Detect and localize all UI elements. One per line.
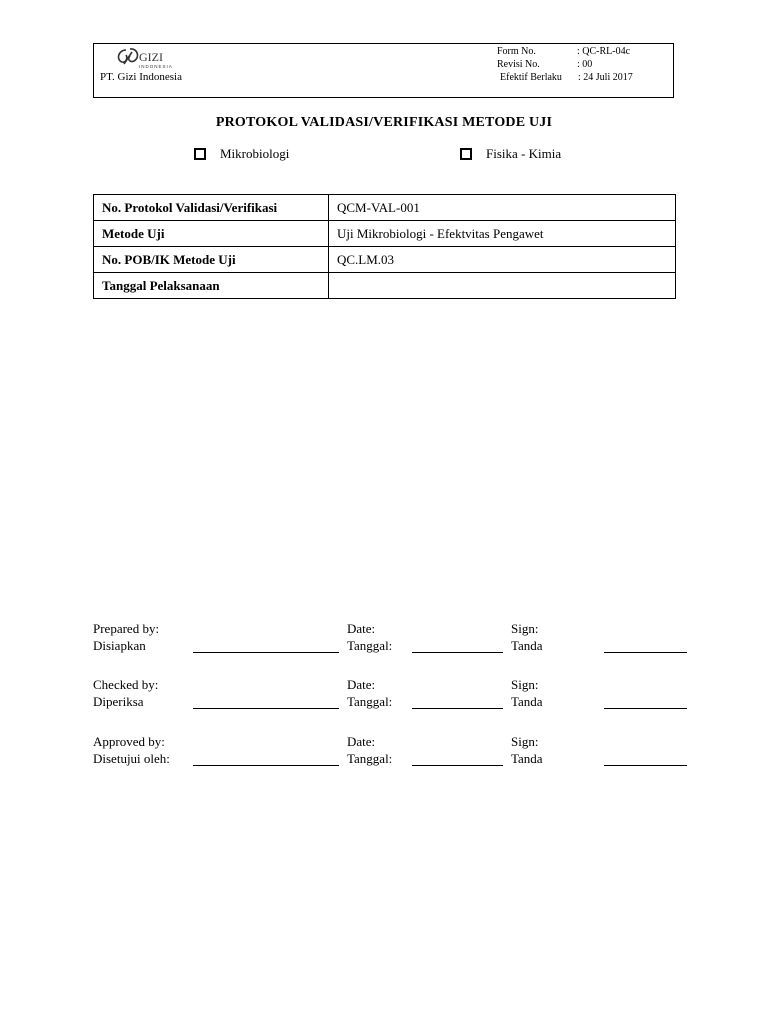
date-en: Date: [347, 621, 376, 636]
row-label: No. Protokol Validasi/Verifikasi [94, 195, 329, 221]
role-id: Disiapkan [93, 638, 146, 653]
option-fisika-kimia[interactable] [460, 146, 561, 162]
row-label: No. POB/IK Metode Uji [94, 247, 329, 273]
logo-subtext: INDONESIA [139, 64, 173, 69]
checkbox-icon[interactable] [460, 148, 472, 160]
name-line[interactable] [193, 708, 339, 709]
role-en: Prepared by: [93, 621, 160, 636]
sign-en: Sign: [511, 734, 539, 749]
sign-id: Tanda [511, 751, 543, 766]
table-row [94, 221, 676, 247]
name-line[interactable] [193, 652, 339, 653]
form-no-value: : QC-RL-04c [577, 46, 631, 57]
table-row [94, 195, 676, 221]
sign-line[interactable] [604, 652, 687, 653]
option-mikrobiologi[interactable] [194, 146, 289, 162]
date-line[interactable] [412, 652, 503, 653]
form-no-label: Form No. [497, 46, 536, 57]
logo-text: GIZI [139, 50, 163, 64]
checkbox-icon[interactable] [194, 148, 206, 160]
row-label: Metode Uji [94, 221, 329, 247]
date-id: Tanggal: [347, 694, 393, 709]
date-id: Tanggal: [347, 751, 393, 766]
row-label: Tanggal Pelaksanaan [94, 273, 329, 299]
name-line[interactable] [193, 765, 339, 766]
gizi-logo [112, 46, 182, 72]
sign-line[interactable] [604, 765, 687, 766]
date-line[interactable] [412, 708, 503, 709]
sign-en: Sign: [511, 677, 539, 692]
row-value: QCM-VAL-001 [329, 195, 676, 221]
form-meta [497, 45, 633, 84]
company-name: PT. Gizi Indonesia [100, 71, 182, 83]
tanggal-pelaksanaan-field[interactable] [329, 273, 676, 299]
revisi-label: Revisi No. [497, 59, 540, 70]
sign-en: Sign: [511, 621, 539, 636]
row-value: QC.LM.03 [329, 247, 676, 273]
option-label: Mikrobiologi [220, 146, 290, 161]
table-row [94, 273, 676, 299]
row-value: Uji Mikrobiologi - Efektvitas Pengawet [329, 221, 676, 247]
sign-line[interactable] [604, 708, 687, 709]
date-line[interactable] [412, 765, 503, 766]
sign-id: Tanda [511, 638, 543, 653]
document-title: PROTOKOL VALIDASI/VERIFIKASI METODE UJI [215, 115, 553, 130]
protocol-info-table [93, 194, 676, 299]
table-row [94, 247, 676, 273]
role-en: Checked by: [93, 677, 159, 692]
date-en: Date: [347, 734, 376, 749]
role-id: Diperiksa [93, 694, 144, 709]
sign-id: Tanda [511, 694, 543, 709]
revisi-value: : 00 [577, 59, 593, 70]
efektif-value: : 24 Juli 2017 [578, 72, 633, 83]
date-id: Tanggal: [347, 638, 393, 653]
role-en: Approved by: [93, 734, 165, 749]
document-header [93, 43, 674, 98]
date-en: Date: [347, 677, 376, 692]
role-id: Disetujui oleh: [93, 751, 170, 766]
option-label: Fisika - Kimia [486, 146, 562, 161]
efektif-label: Efektif Berlaku [500, 72, 562, 83]
